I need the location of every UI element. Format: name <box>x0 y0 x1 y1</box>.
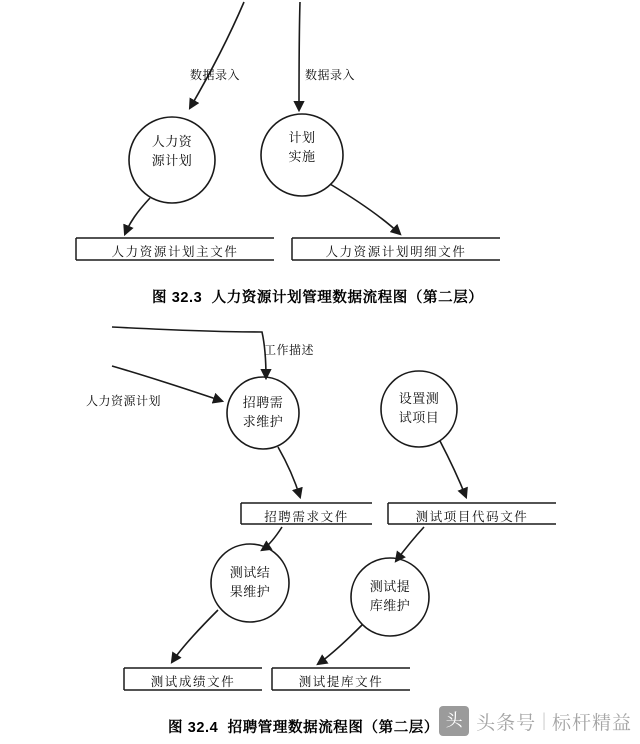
data-store-label-s1: 人力资源计划主文件 <box>111 245 239 259</box>
process-circle-p4 <box>381 371 457 447</box>
data-store-label-s3: 招聘需求文件 <box>264 510 349 524</box>
flow-label-data-entry-1: 数据录入 <box>190 68 241 82</box>
process-label-p3: 招聘需 求维护 <box>242 395 284 429</box>
watermark-left-text: 头条号 <box>476 712 537 734</box>
process-circle-p6 <box>351 558 429 636</box>
figure-caption-32-3: 图 32.3 人力资源计划管理数据流程图（第二层） <box>152 290 484 306</box>
figure-caption-32-4: 图 32.4 招聘管理数据流程图（第二层） <box>168 720 440 736</box>
data-store-label-s5: 测试成绩文件 <box>150 675 236 689</box>
data-store-label-s2: 人力资源计划明细文件 <box>325 245 467 259</box>
process-label-p5: 测试结 果维护 <box>229 565 271 599</box>
data-store-label-s6: 测试提库文件 <box>298 675 384 689</box>
flow-label-job-description: 工作描述 <box>264 343 315 357</box>
process-label-p4: 设置测 试项目 <box>398 391 440 425</box>
watermark-right-text: 标杆精益 <box>551 712 632 734</box>
process-circle-p5 <box>211 544 289 622</box>
process-label-p2: 计划 实施 <box>288 130 316 164</box>
watermark <box>439 706 632 736</box>
process-circle-p3 <box>227 377 299 449</box>
flow-label-data-entry-2: 数据录入 <box>305 68 356 82</box>
watermark-separator: | <box>542 710 546 731</box>
watermark-icon: 头 <box>439 706 469 736</box>
data-store-label-s4: 测试项目代码文件 <box>415 510 529 524</box>
process-circle-p1 <box>129 117 215 203</box>
process-label-p6: 测试提 库维护 <box>369 579 411 613</box>
process-label-p1: 人力资 源计划 <box>151 134 193 168</box>
flow-label-hr-plan: 人力资源计划 <box>86 394 162 408</box>
